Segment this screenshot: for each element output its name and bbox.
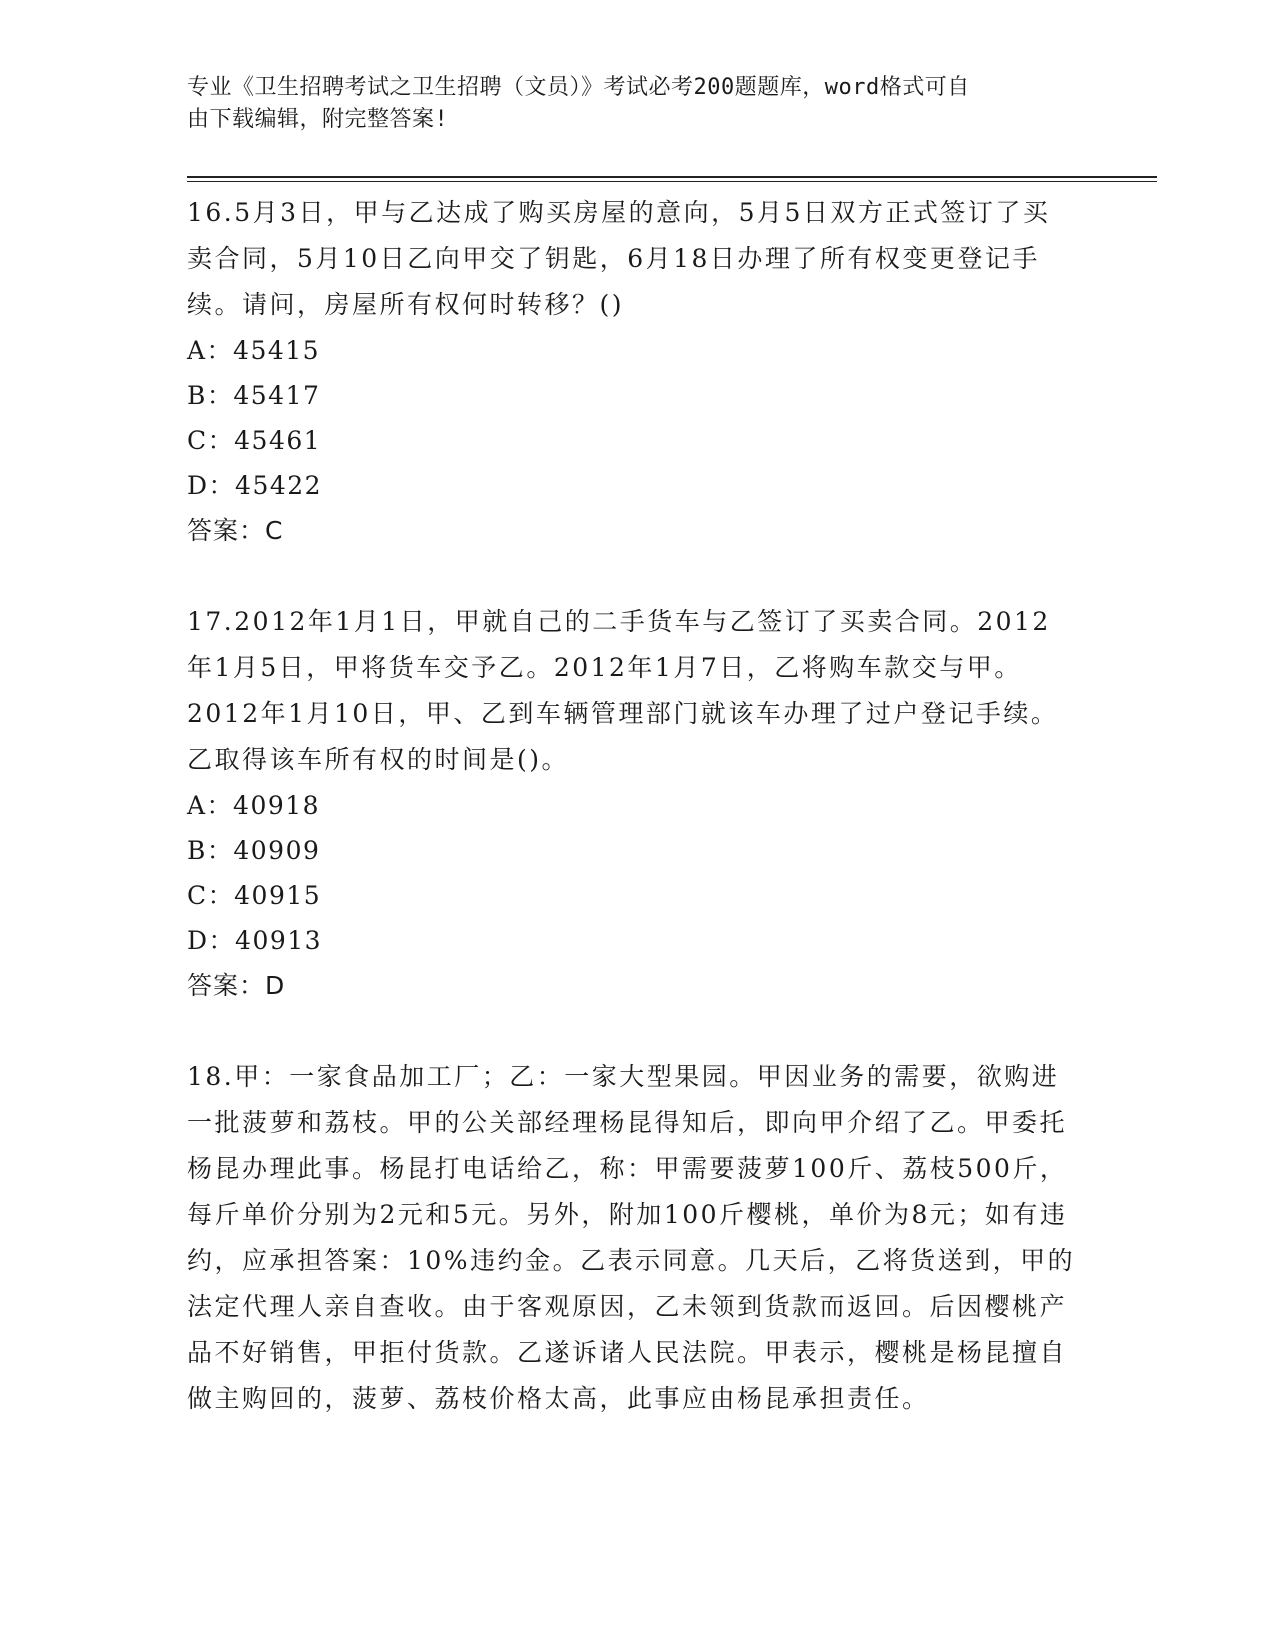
question-list	[187, 190, 1087, 1467]
header-line-2: 由下载编辑，附完整答案!	[187, 107, 449, 132]
question-16	[187, 190, 1087, 554]
header-line-1: 专业《卫生招聘考试之卫生招聘（文员）》考试必考200题题库，word格式可自	[187, 75, 970, 100]
option-c: C：40915	[187, 881, 322, 910]
question-text: 18.甲：一家食品加工厂；乙：一家大型果园。甲因业务的需要，欲购进一批菠萝和荔枝。甲的公关部经理杨昆得知后，即向甲介绍了乙。甲委托杨昆办理此事。杨昆打电话给乙，称：甲需要菠萝100斤、荔枝500斤，每斤单价分别为2元和5元。另外，附加100斤樱桃，单价为8元；如有违约，应承担答案：10%违约金。乙表示同意。几天后，乙将货送到，甲的法定代理人亲自查收。由于客观原因，乙未领到货款而返回。后因樱桃产品不好销售，甲拒付货款。乙遂诉诸人民法院。甲表示，樱桃是杨昆擅自做主购回的，菠萝、荔枝价格太高，此事应由杨昆承担责任。	[187, 1062, 1076, 1413]
question-text: 16.5月3日，甲与乙达成了购买房屋的意向，5月5日双方正式签订了买卖合同，5月10日乙向甲交了钥匙，6月18日办理了所有权变更登记手续。请问，房屋所有权何时转移？()	[187, 198, 1051, 319]
question-text: 17.2012年1月1日，甲就自己的二手货车与乙签订了买卖合同。2012年1月5日，甲将货车交予乙。2012年1月7日，乙将购车款交与甲。2012年1月10日，甲、乙到车辆管理部门就该车办理了过户登记手续。乙取得该车所有权的时间是()。	[187, 607, 1059, 774]
header-divider-thin	[187, 181, 1157, 182]
question-17	[187, 599, 1087, 1009]
option-a: A：45415	[187, 336, 321, 365]
option-d: D：40913	[187, 926, 323, 955]
header-divider-thick	[187, 176, 1157, 178]
option-c: C：45461	[187, 426, 322, 455]
option-b: B：40909	[187, 836, 321, 865]
option-b: B：45417	[187, 381, 321, 410]
question-18	[187, 1054, 1087, 1422]
option-d: D：45422	[187, 471, 323, 500]
document-header	[187, 72, 1087, 136]
answer-line: 答案：D	[187, 971, 286, 1000]
answer-line: 答案：C	[187, 516, 284, 545]
option-a: A：40918	[187, 791, 321, 820]
